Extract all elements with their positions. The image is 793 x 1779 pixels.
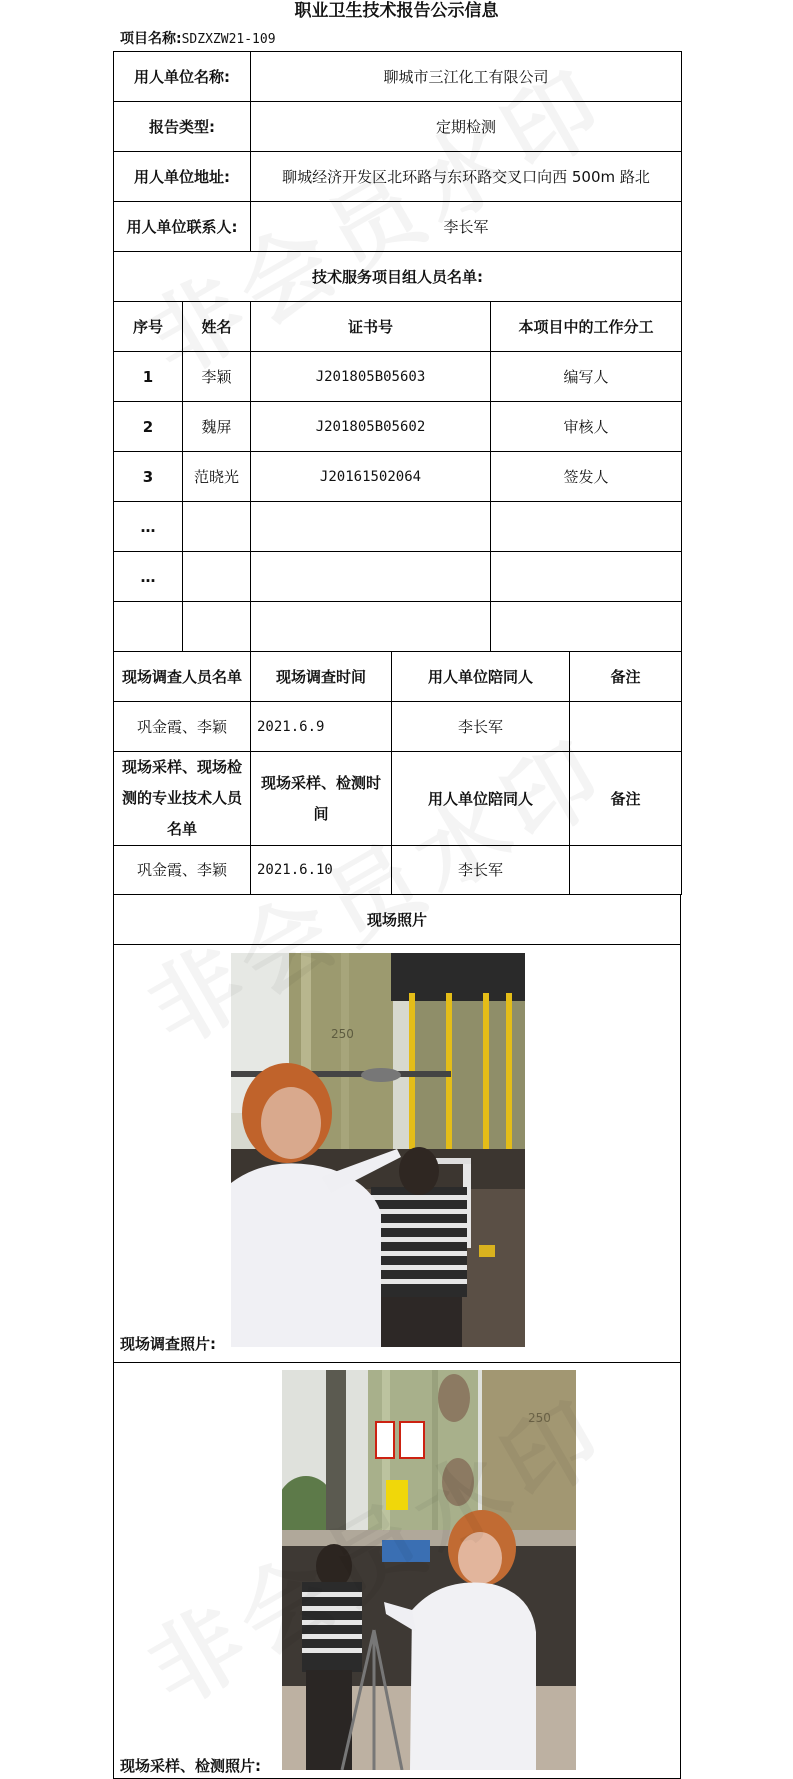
team-header: 序号 [114,302,183,352]
team-cell-name: 范晓光 [183,452,251,502]
team-title-row [114,252,682,302]
team-cell-name [183,602,251,652]
info-value: 聊城市三江化工有限公司 [251,52,682,102]
info-label: 用人单位地址: [114,152,251,202]
photo-table [113,894,681,1779]
info-value: 聊城经济开发区北环路与东环路交叉口向西 500m 路北 [251,152,682,202]
team-cell-role: 审核人 [491,402,682,452]
team-cell-no: 1 [114,352,183,402]
team-cell-no: … [114,552,183,602]
sampling-cell-remark [570,846,682,895]
survey-photo-caption: 现场调查照片: [120,1335,216,1353]
team-cell-no: 3 [114,452,183,502]
team-cell-cert [251,552,491,602]
survey-cell-escort: 李长军 [392,702,570,752]
survey-header-row [114,652,682,702]
photos-title-row [114,895,681,945]
sampling-header-row [114,752,682,846]
project-label: 项目名称: [120,31,182,47]
team-row [114,352,682,402]
sampling-header: 用人单位陪同人 [392,752,570,846]
sampling-header: 现场采样、现场检测的专业技术人员名单 [114,752,251,846]
team-header: 证书号 [251,302,491,352]
survey-header: 现场调查时间 [251,652,392,702]
team-row [114,502,682,552]
team-header: 姓名 [183,302,251,352]
survey-header: 备注 [570,652,682,702]
report-table [113,51,682,895]
team-row [114,452,682,502]
team-header: 本项目中的工作分工 [491,302,682,352]
team-cell-no: 2 [114,402,183,452]
survey-photo [231,953,525,1347]
survey-cell-members: 巩金霞、李颖 [114,702,251,752]
team-cell-name: 魏屏 [183,402,251,452]
photos-title: 现场照片 [114,895,681,945]
info-row-contact [114,202,682,252]
svg-text:250: 250 [331,1027,354,1041]
page-title: 职业卫生技术报告公示信息 [294,1,499,21]
sampling-photo-cell [114,1363,681,1779]
sampling-header: 现场采样、检测时间 [251,752,392,846]
team-cell-role: 签发人 [491,452,682,502]
survey-cell-remark [570,702,682,752]
team-cell-name [183,552,251,602]
info-label: 报告类型: [114,102,251,152]
sampling-cell-members: 巩金霞、李颖 [114,846,251,895]
team-cell-cert: J201805B05602 [251,402,491,452]
team-cell-cert: J201805B05603 [251,352,491,402]
sampling-photo-row [114,1363,681,1779]
project-code: SDZXZW21-109 [181,32,276,47]
info-row-address [114,152,682,202]
team-cell-role [491,602,682,652]
svg-text:250: 250 [528,1411,551,1425]
survey-cell-date: 2021.6.9 [251,702,392,752]
team-row [114,402,682,452]
team-row [114,552,682,602]
team-row [114,602,682,652]
team-cell-role: 编写人 [491,352,682,402]
sampling-row [114,846,682,895]
team-cell-role [491,502,682,552]
team-cell-no: … [114,502,183,552]
sampling-header: 备注 [570,752,682,846]
survey-header: 用人单位陪同人 [392,652,570,702]
info-value: 定期检测 [251,102,682,152]
sampling-photo [282,1370,576,1770]
survey-row [114,702,682,752]
team-header-row [114,302,682,352]
team-cell-cert [251,602,491,652]
survey-photo-row [114,945,681,1363]
sampling-photo-caption: 现场采样、检测照片: [120,1757,261,1775]
team-title: 技术服务项目组人员名单: [114,252,682,302]
sampling-cell-escort: 李长军 [392,846,570,895]
info-row-company [114,52,682,102]
info-value: 李长军 [251,202,682,252]
sampling-cell-date: 2021.6.10 [251,846,392,895]
team-cell-role [491,552,682,602]
team-cell-no [114,602,183,652]
team-cell-name: 李颖 [183,352,251,402]
team-cell-cert [251,502,491,552]
team-cell-cert: J20161502064 [251,452,491,502]
project-name-line [120,30,276,49]
survey-photo-cell [114,945,681,1363]
info-row-report-type [114,102,682,152]
survey-header: 现场调查人员名单 [114,652,251,702]
team-cell-name [183,502,251,552]
info-label: 用人单位名称: [114,52,251,102]
info-label: 用人单位联系人: [114,202,251,252]
